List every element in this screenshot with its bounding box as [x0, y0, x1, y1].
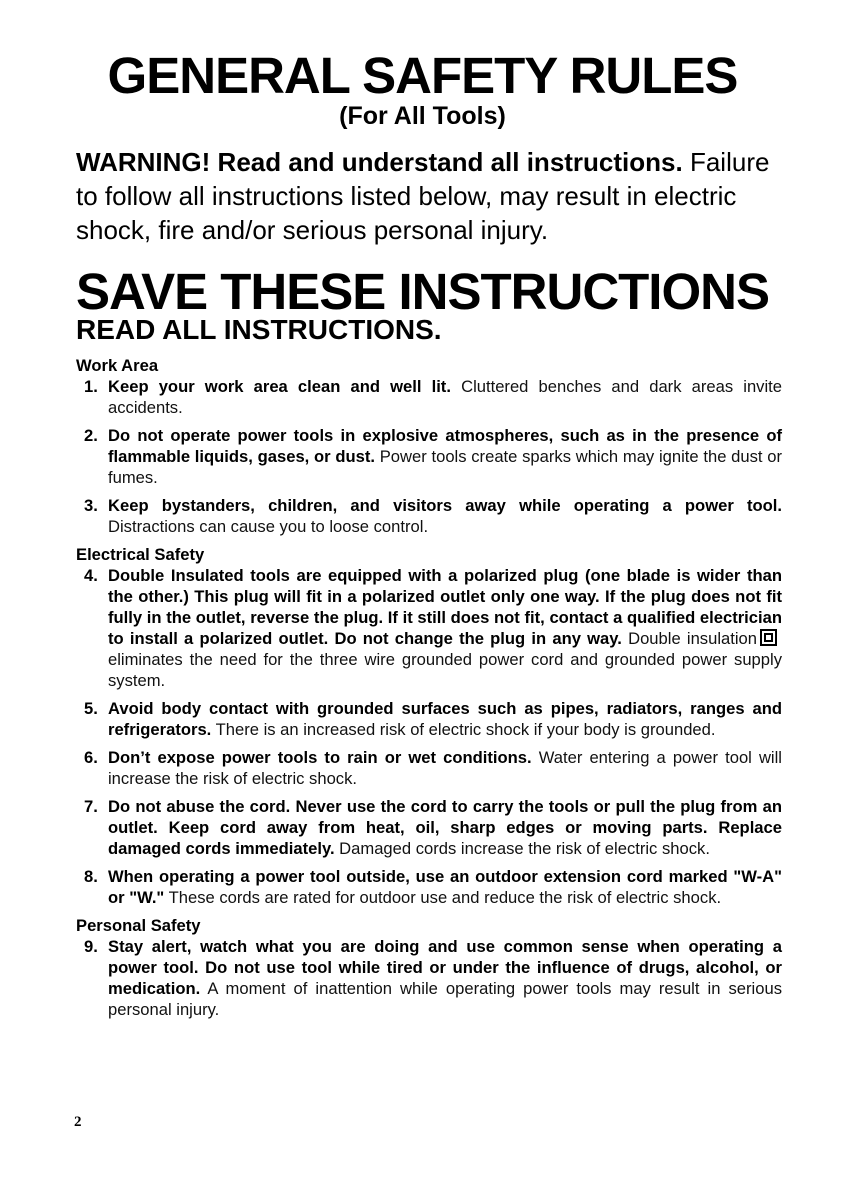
warning-paragraph: [76, 145, 786, 247]
item-text: Double insulation: [621, 629, 757, 648]
save-instructions-heading: SAVE THESE INSTRUCTIONS: [76, 263, 769, 320]
read-all-heading: READ ALL INSTRUCTIONS.: [76, 314, 442, 345]
item-number: 7.: [84, 797, 98, 816]
section-heading-electrical-safety: Electrical Safety: [76, 545, 205, 564]
item-bold-text: When operating a power tool outside, use an outdoor extension cord marked "W-A" or "W.": [108, 867, 782, 907]
list-item: [76, 495, 782, 537]
warning-bold-text: WARNING! Read and understand all instructions.: [76, 147, 683, 177]
item-number: 5.: [84, 699, 98, 718]
item-text: Water entering a power tool will increase the risk of electric shock.: [108, 748, 782, 788]
item-text: There is an increased risk of electric shock if your body is grounded.: [211, 720, 716, 739]
section-heading-work-area: Work Area: [76, 356, 159, 375]
item-number: 3.: [84, 496, 98, 515]
item-bold-text: Avoid body contact with grounded surfaces such as pipes, radiators, ranges and refrigerators.: [108, 699, 782, 739]
item-bold-text: Do not operate power tools in explosive atmospheres, such as in the presence of flammable liquids, gases, or dust.: [108, 426, 782, 466]
item-bold-text: Stay alert, watch what you are doing and use common sense when operating a power tool. Do not use tool while tired or under the influence of drugs, alcohol, or medication.: [108, 937, 782, 998]
rules-body: [76, 355, 782, 1027]
page-subtitle: (For All Tools): [339, 102, 506, 130]
page-number: 2: [74, 1114, 82, 1130]
section-heading-personal-safety: Personal Safety: [76, 916, 201, 935]
page-title: GENERAL SAFETY RULES: [107, 47, 738, 104]
item-text: Cluttered benches and dark areas invite accidents.: [108, 377, 782, 417]
list-item: [76, 747, 782, 789]
list-item: [76, 866, 782, 908]
item-number: 2.: [84, 426, 98, 445]
item-text: Power tools create sparks which may ignite the dust or fumes.: [108, 447, 782, 487]
item-bold-text: Keep bystanders, children, and visitors away while operating a power tool.: [108, 496, 782, 515]
item-number: 4.: [84, 566, 98, 585]
item-bold-text: Do not abuse the cord. Never use the cord to carry the tools or pull the plug from an outlet. Keep cord away from heat, oil, sharp edges or moving parts. Replace damaged cords immediately.: [108, 797, 782, 858]
item-bold-text: Double Insulated tools are equipped with a polarized plug (one blade is wider than the other.) This plug will fit in a polarized outlet only one way. If the plug does not fit fully in the outlet, reverse the plug. If it still does not fit, contact a qualified electrician to install a polarized outlet. Do not change the plug in any way.: [108, 566, 782, 648]
item-text: Damaged cords increase the risk of electric shock.: [334, 839, 710, 858]
item-number: 8.: [84, 867, 98, 886]
item-number: 1.: [84, 377, 98, 396]
item-text: These cords are rated for outdoor use and reduce the risk of electric shock.: [164, 888, 722, 907]
list-item: [76, 936, 782, 1020]
list-item: [76, 425, 782, 488]
list-item: [76, 698, 782, 740]
list-item: [76, 376, 782, 418]
double-insulation-icon: [760, 629, 777, 646]
item-text: eliminates the need for the three wire grounded power cord and grounded power supply system.: [108, 650, 782, 690]
item-number: 6.: [84, 748, 98, 767]
list-item: [76, 565, 782, 691]
warning-text: Failure to follow all instructions listed below, may result in electric shock, fire and/or serious personal injury.: [76, 147, 770, 245]
list-item: [76, 796, 782, 859]
item-text: A moment of inattention while operating power tools may result in serious personal injury.: [108, 979, 782, 1019]
item-bold-text: Don’t expose power tools to rain or wet conditions.: [108, 748, 532, 767]
item-bold-text: Keep your work area clean and well lit.: [108, 377, 451, 396]
item-text: Distractions can cause you to loose control.: [108, 517, 429, 536]
item-number: 9.: [84, 937, 98, 956]
